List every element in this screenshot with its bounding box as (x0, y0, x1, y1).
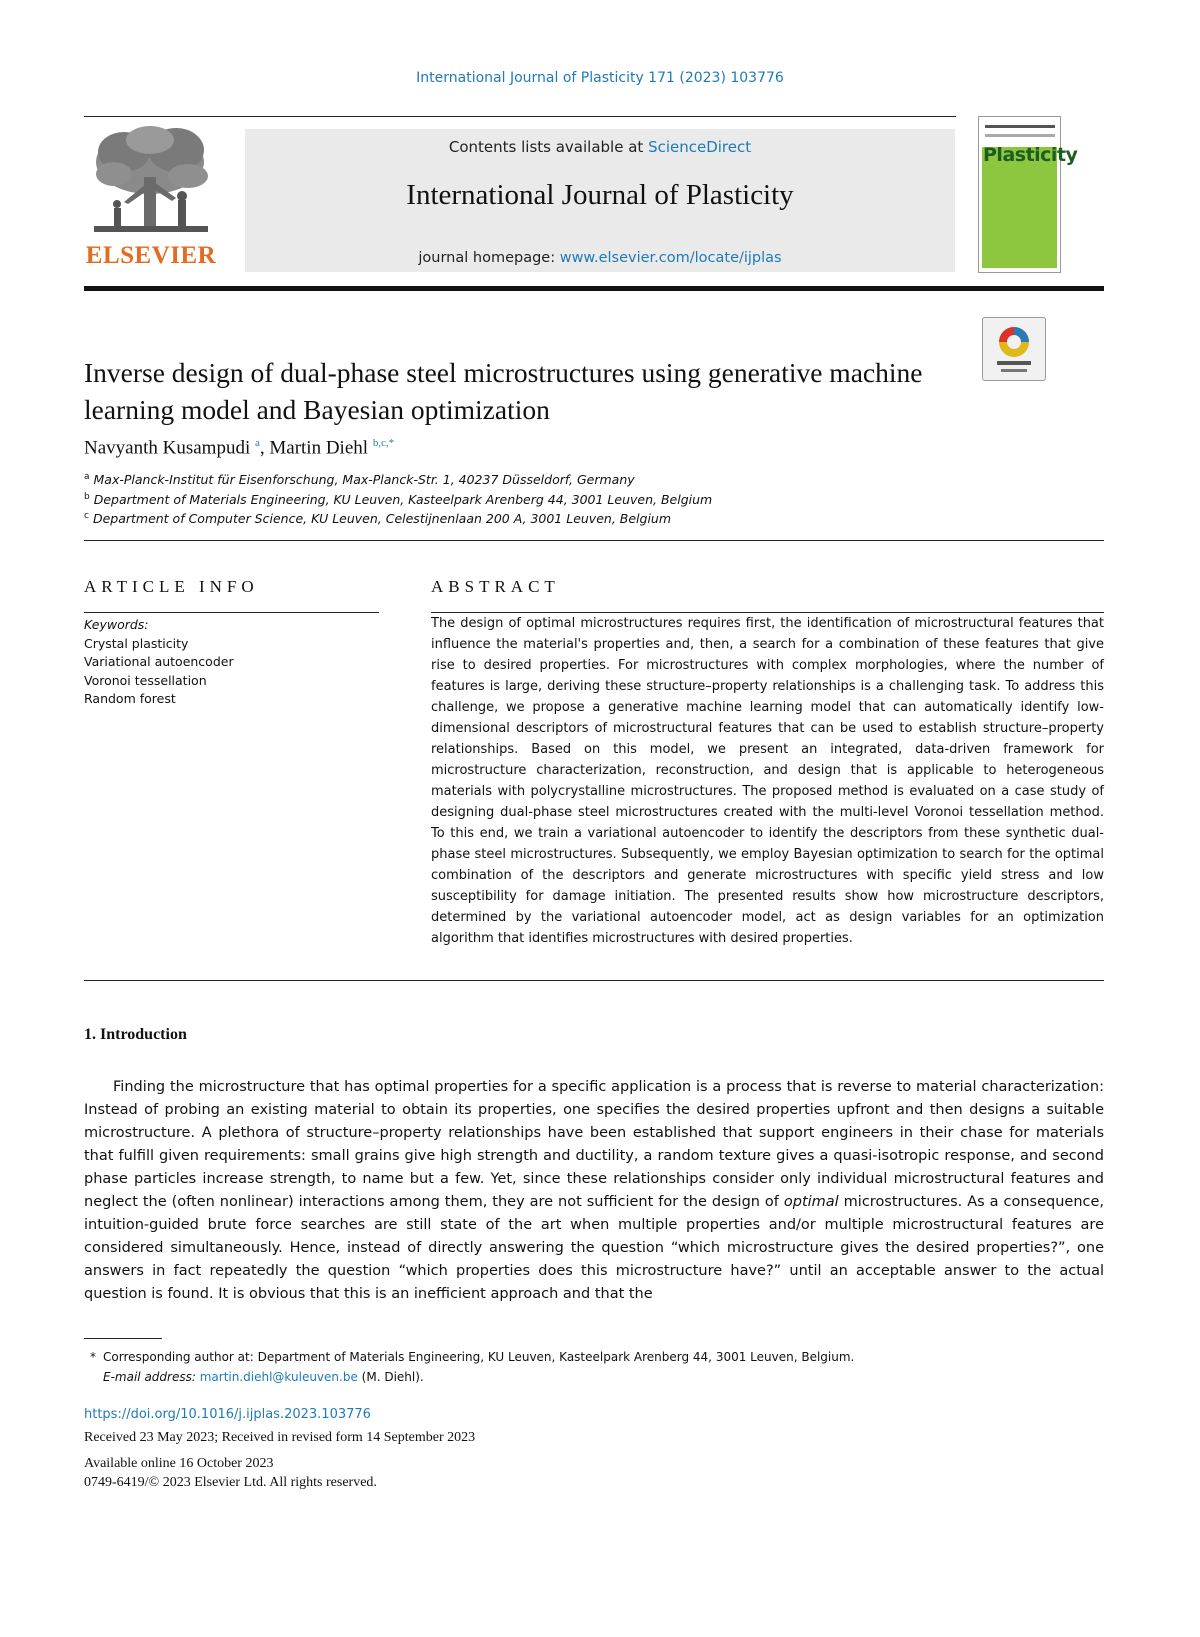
corresponding-author-footnote (90, 1347, 1103, 1387)
corresponding-author-text: Corresponding author at: Department of Materials Engineering, KU Leuven, Kasteelpark Arenberg 44, 3001 Leuven, Belgium. (103, 1350, 855, 1364)
homepage-prefix: journal homepage: (418, 250, 556, 266)
introduction-paragraph (84, 1076, 1104, 1306)
intro-text-part: Finding the microstructure that has optimal properties for a specific application is a process that is reverse to material characterization: Instead of probing an existing material to obtain its properties, one specifies the desired properties upfront and then designs a suitable microstructure. A plethora of structure–property relationships have been established that support engineers in their chase for materials that fulfill given requirements: small grains give high strength and ductility, a random texture gives a quasi-isotropic response, and second phase particles increase strength, to name but a few. Yet, since these relationships consider only individual microstructural features and neglect the (often nonlinear) interactions among them, they are not sufficient for the design of (84, 1079, 1104, 1210)
abstract-end-rule (84, 980, 1104, 981)
author-separator: , (259, 437, 265, 459)
publisher-logo[interactable] (84, 122, 218, 272)
copyright-notice: 0749-6419/© 2023 Elsevier Ltd. All rights reserved. (84, 1475, 377, 1490)
received-dates: Received 23 May 2023; Received in revised form 14 September 2023 (84, 1430, 476, 1445)
email-label: E-mail address: (103, 1370, 196, 1384)
journal-homepage-link[interactable]: www.elsevier.com/locate/ijplas (559, 250, 782, 266)
check-for-updates-icon (983, 318, 1045, 380)
affiliation-marker: b (84, 492, 90, 502)
cover-header-bar (985, 125, 1055, 128)
article-info-heading: ARTICLE INFO (84, 577, 259, 596)
contents-prefix: Contents lists available at (448, 138, 644, 156)
affiliation-a (84, 472, 635, 487)
keywords-block (84, 616, 234, 709)
author-name[interactable]: Navyanth Kusampudi (84, 437, 251, 459)
elsevier-tree-icon (84, 122, 218, 240)
journal-banner (245, 129, 955, 272)
affiliation-text: Max-Planck-Institut für Eisenforschung, Max-Planck-Str. 1, 40237 Düsseldorf, Germany (93, 472, 635, 488)
affiliation-c (84, 511, 671, 526)
section-title-text: Introduction (100, 1026, 187, 1043)
publisher-name: ELSEVIER (85, 242, 217, 269)
affiliation-text: Department of Computer Science, KU Leuven, Celestijnenlaan 200 A, 3001 Leuven, Belgium (92, 511, 672, 527)
keyword-item: Crystal plasticity (84, 635, 189, 651)
doi-link[interactable]: https://doi.org/10.1016/j.ijplas.2023.103776 (84, 1407, 371, 1422)
homepage-line (245, 250, 955, 266)
keyword-item: Variational autoencoder (84, 654, 234, 669)
available-online-date: Available online 16 October 2023 (84, 1456, 274, 1471)
keywords-label: Keywords: (84, 617, 149, 632)
email-line (103, 1367, 1103, 1387)
cover-subheader-bar (985, 134, 1055, 137)
author-name[interactable]: Martin Diehl (269, 437, 369, 459)
affiliation-marker: a (84, 472, 90, 482)
section-heading-introduction (84, 1026, 187, 1044)
abstract-text: The design of optimal microstructures requires first, the identification of microstructural features that influence the material's properties and, then, a search for a combination of these features that give rise to desired properties. For microstructures with complex morphologies, where the number of features is large, deriving these structure–property relationships is a challenging task. To address this challenge, we propose a generative machine learning model that can automatically identify low-dimensional descriptors of microstructural features that can be used to establish structure–property relationships. Based on this model, we present an integrated, data-driven framework for microstructure characterization, reconstruction, and design that is applicable to heterogeneous materials with polycrystalline microstructures. The proposed method is evaluated on a case study of designing dual-phase steel microstructures created with the multi-level Voronoi tessellation method. To this end, we train a variational autoencoder to identify the descriptors from these synthetic dual-phase steel microstructures. Subsequently, we employ Bayesian optimization to search for the optimal combination of the descriptors and generate microstructures with specific yield stress and low susceptibility for damage initiation. The presented results show how microstructure descriptors, determined by the variational autoencoder model, act as design variables for an optimization algorithm that identifies microstructures with desired properties. (431, 616, 1104, 946)
intro-text-part: microstructures. As a consequence, intuition-guided brute force searches are still state of the art when multiple properties and/or multiple microstructural features are considered simultaneously. Hence, instead of directly answering the question “which microstructure gives the desired properties?”, one answers in fact repeatedly the question “which properties does this microstructure have?” until an acceptable answer to the actual question is found. It is obvious that this is an inefficient approach and that the (84, 1194, 1105, 1302)
keyword-item: Voronoi tessellation (84, 672, 207, 688)
affiliation-b (84, 492, 712, 507)
keyword-item: Random forest (84, 691, 176, 706)
sciencedirect-link[interactable]: ScienceDirect (648, 138, 752, 156)
author-affiliation-marker[interactable]: a (254, 437, 260, 449)
intro-emphasis: optimal (783, 1194, 839, 1210)
abstract-heading: ABSTRACT (431, 577, 560, 596)
header-rule (84, 116, 956, 117)
check-for-updates-button[interactable] (982, 317, 1046, 381)
affiliation-marker: c (84, 511, 89, 521)
author-affiliation-marker[interactable]: b,c,* (372, 437, 395, 449)
article-title: Inverse design of dual-phase steel microstructures using generative machine learning model and Bayesian optimization (84, 357, 923, 425)
email-suffix: (M. Diehl). (361, 1370, 424, 1384)
affiliation-rule (84, 540, 1104, 541)
section-number: 1. (84, 1026, 96, 1043)
affiliation-text: Department of Materials Engineering, KU Leuven, Kasteelpark Arenberg 44, 3001 Leuven, Belgium (93, 492, 713, 508)
journal-cover-thumbnail[interactable] (978, 116, 1078, 273)
cover-title: Plasticity (983, 144, 1078, 166)
article-info-rule (84, 612, 379, 613)
contents-line (245, 138, 955, 156)
running-head[interactable]: International Journal of Plasticity 171 (2023) 103776 (416, 70, 784, 86)
masthead-rule (84, 286, 1104, 291)
footnote-marker: * (90, 1350, 96, 1364)
footnote-rule (84, 1338, 162, 1339)
journal-title: International Journal of Plasticity (406, 179, 794, 211)
author-email-link[interactable]: martin.diehl@kuleuven.be (199, 1370, 358, 1384)
author-list (84, 437, 394, 459)
